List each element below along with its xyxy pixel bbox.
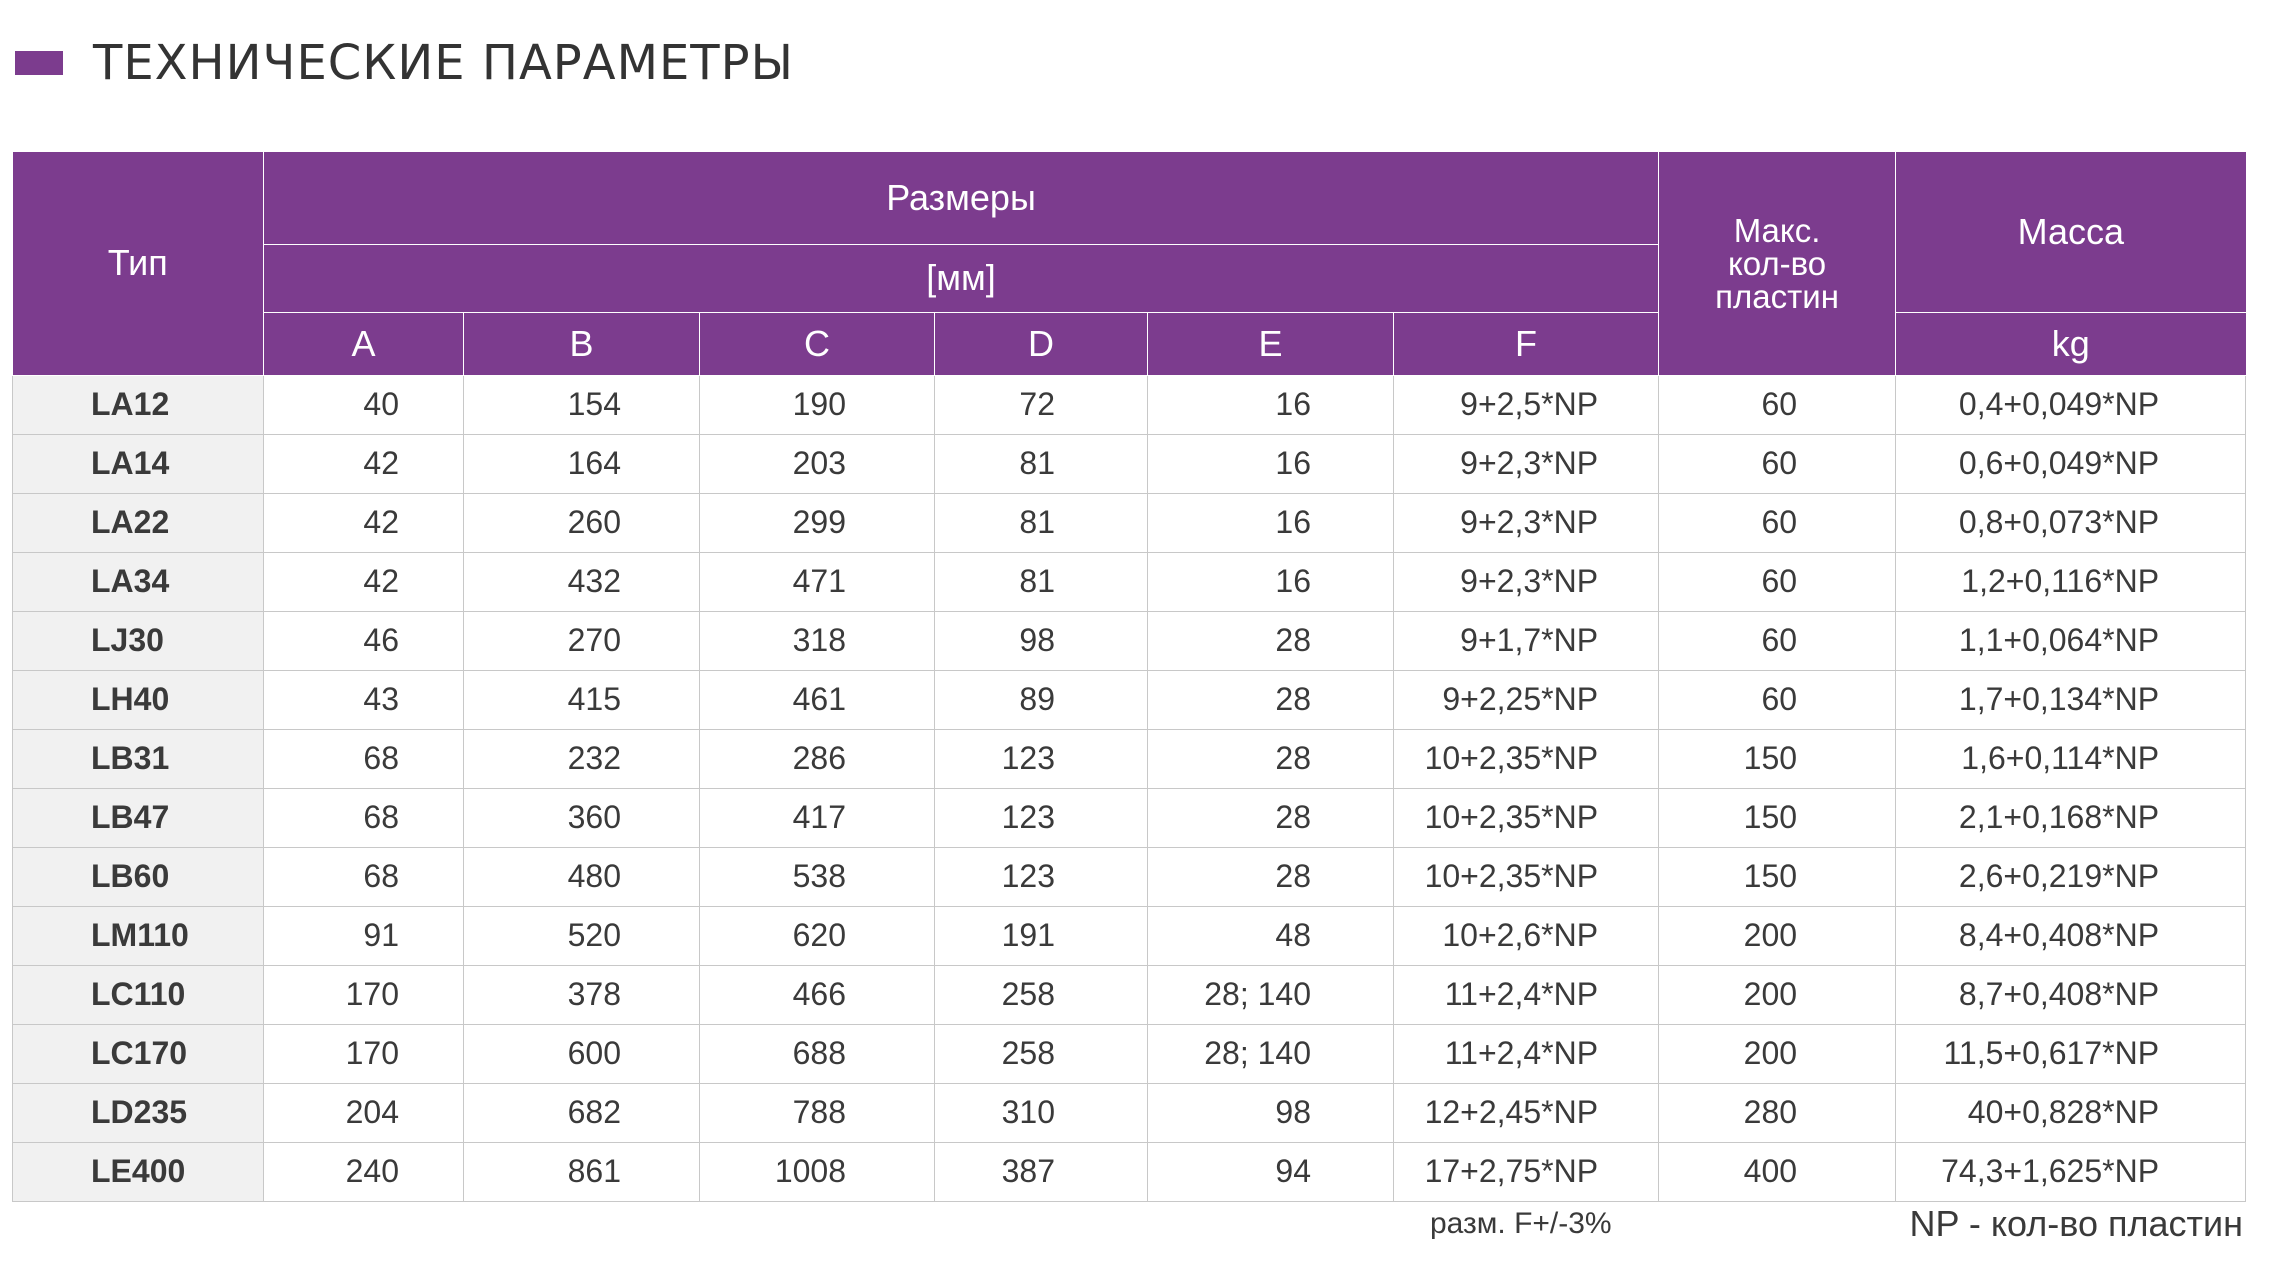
- cell-c: 1008: [700, 1142, 935, 1201]
- cell-max-plates: 60: [1659, 611, 1896, 670]
- cell-e: 48: [1148, 906, 1394, 965]
- cell-e: 16: [1148, 552, 1394, 611]
- cell-mass: 1,2+0,116*NP: [1896, 552, 2246, 611]
- cell-f: 9+2,5*NP: [1394, 375, 1659, 434]
- cell-b: 861: [464, 1142, 700, 1201]
- cell-type: LA12: [13, 375, 264, 434]
- cell-e: 28: [1148, 847, 1394, 906]
- cell-d: 258: [935, 965, 1148, 1024]
- cell-type: LC170: [13, 1024, 264, 1083]
- cell-b: 164: [464, 434, 700, 493]
- table-row: [13, 1024, 2246, 1083]
- table-row: [13, 493, 2246, 552]
- cell-f: 17+2,75*NP: [1394, 1142, 1659, 1201]
- cell-mass: 8,7+0,408*NP: [1896, 965, 2246, 1024]
- cell-type: LA14: [13, 434, 264, 493]
- cell-d: 387: [935, 1142, 1148, 1201]
- header-col-f: F: [1394, 312, 1659, 375]
- cell-e: 28: [1148, 788, 1394, 847]
- cell-mass: 1,6+0,114*NP: [1896, 729, 2246, 788]
- cell-max-plates: 400: [1659, 1142, 1896, 1201]
- cell-e: 28: [1148, 611, 1394, 670]
- cell-f: 10+2,35*NP: [1394, 729, 1659, 788]
- cell-f: 10+2,35*NP: [1394, 847, 1659, 906]
- cell-max-plates: 200: [1659, 965, 1896, 1024]
- cell-mass: 8,4+0,408*NP: [1896, 906, 2246, 965]
- cell-c: 203: [700, 434, 935, 493]
- cell-e: 16: [1148, 434, 1394, 493]
- cell-type: LC110: [13, 965, 264, 1024]
- header-type: Тип: [13, 152, 264, 375]
- cell-mass: 74,3+1,625*NP: [1896, 1142, 2246, 1201]
- cell-b: 232: [464, 729, 700, 788]
- cell-a: 42: [264, 552, 464, 611]
- cell-type: LB60: [13, 847, 264, 906]
- cell-f: 9+2,3*NP: [1394, 434, 1659, 493]
- cell-max-plates: 150: [1659, 788, 1896, 847]
- cell-type: LH40: [13, 670, 264, 729]
- cell-e: 28; 140: [1148, 965, 1394, 1024]
- cell-type: LA34: [13, 552, 264, 611]
- np-legend: NP - кол-во пластин: [1909, 1203, 2243, 1244]
- cell-b: 360: [464, 788, 700, 847]
- title-marker-icon: [15, 51, 63, 75]
- spec-table: [12, 152, 2246, 1202]
- cell-max-plates: 60: [1659, 670, 1896, 729]
- table-row: [13, 375, 2246, 434]
- cell-a: 170: [264, 965, 464, 1024]
- cell-type: LD235: [13, 1083, 264, 1142]
- cell-a: 170: [264, 1024, 464, 1083]
- cell-d: 81: [935, 434, 1148, 493]
- cell-c: 466: [700, 965, 935, 1024]
- cell-f: 12+2,45*NP: [1394, 1083, 1659, 1142]
- cell-c: 461: [700, 670, 935, 729]
- cell-mass: 2,1+0,168*NP: [1896, 788, 2246, 847]
- cell-mass: 40+0,828*NP: [1896, 1083, 2246, 1142]
- cell-d: 98: [935, 611, 1148, 670]
- cell-max-plates: 150: [1659, 847, 1896, 906]
- cell-d: 72: [935, 375, 1148, 434]
- cell-f: 9+2,3*NP: [1394, 493, 1659, 552]
- cell-type: LA22: [13, 493, 264, 552]
- cell-mass: 2,6+0,219*NP: [1896, 847, 2246, 906]
- cell-d: 123: [935, 729, 1148, 788]
- cell-e: 28: [1148, 670, 1394, 729]
- cell-mass: 0,4+0,049*NP: [1896, 375, 2246, 434]
- table-row: [13, 788, 2246, 847]
- cell-max-plates: 60: [1659, 552, 1896, 611]
- tolerance-note: разм. F+/-3%: [1430, 1207, 1612, 1240]
- cell-type: LE400: [13, 1142, 264, 1201]
- cell-b: 154: [464, 375, 700, 434]
- cell-max-plates: 200: [1659, 906, 1896, 965]
- table-row: [13, 847, 2246, 906]
- table-header: [13, 152, 2246, 375]
- cell-c: 299: [700, 493, 935, 552]
- cell-f: 10+2,35*NP: [1394, 788, 1659, 847]
- header-mass-unit: kg: [1896, 312, 2246, 375]
- cell-f: 9+2,25*NP: [1394, 670, 1659, 729]
- cell-e: 16: [1148, 375, 1394, 434]
- header-col-e: E: [1148, 312, 1394, 375]
- cell-max-plates: 150: [1659, 729, 1896, 788]
- cell-c: 471: [700, 552, 935, 611]
- header-col-c: C: [700, 312, 935, 375]
- cell-c: 190: [700, 375, 935, 434]
- cell-c: 620: [700, 906, 935, 965]
- table-row: [13, 729, 2246, 788]
- header-col-a: A: [264, 312, 464, 375]
- cell-b: 682: [464, 1083, 700, 1142]
- cell-e: 28: [1148, 729, 1394, 788]
- cell-f: 11+2,4*NP: [1394, 1024, 1659, 1083]
- cell-type: LB31: [13, 729, 264, 788]
- cell-e: 16: [1148, 493, 1394, 552]
- cell-b: 432: [464, 552, 700, 611]
- cell-type: LM110: [13, 906, 264, 965]
- table-row: [13, 611, 2246, 670]
- cell-b: 415: [464, 670, 700, 729]
- cell-a: 204: [264, 1083, 464, 1142]
- cell-d: 81: [935, 552, 1148, 611]
- cell-d: 89: [935, 670, 1148, 729]
- cell-type: LB47: [13, 788, 264, 847]
- cell-a: 240: [264, 1142, 464, 1201]
- cell-c: 788: [700, 1083, 935, 1142]
- header-max-plates: [1659, 152, 1896, 375]
- cell-b: 260: [464, 493, 700, 552]
- cell-a: 68: [264, 847, 464, 906]
- cell-max-plates: 200: [1659, 1024, 1896, 1083]
- cell-mass: 0,6+0,049*NP: [1896, 434, 2246, 493]
- header-max-line1: Макс.: [1733, 211, 1821, 249]
- cell-max-plates: 60: [1659, 493, 1896, 552]
- cell-f: 9+2,3*NP: [1394, 552, 1659, 611]
- cell-d: 123: [935, 788, 1148, 847]
- cell-max-plates: 280: [1659, 1083, 1896, 1142]
- cell-mass: 1,7+0,134*NP: [1896, 670, 2246, 729]
- table-row: [13, 670, 2246, 729]
- cell-c: 538: [700, 847, 935, 906]
- cell-b: 600: [464, 1024, 700, 1083]
- cell-b: 378: [464, 965, 700, 1024]
- page-title: ТЕХНИЧЕСКИЕ ПАРАМЕТРЫ: [93, 35, 794, 91]
- cell-d: 258: [935, 1024, 1148, 1083]
- cell-d: 191: [935, 906, 1148, 965]
- cell-e: 28; 140: [1148, 1024, 1394, 1083]
- cell-max-plates: 60: [1659, 375, 1896, 434]
- cell-a: 42: [264, 493, 464, 552]
- table-row: [13, 906, 2246, 965]
- cell-c: 318: [700, 611, 935, 670]
- table-row: [13, 434, 2246, 493]
- cell-b: 480: [464, 847, 700, 906]
- header-max-line3: пластин: [1715, 277, 1839, 315]
- header-mass: Масса: [1896, 152, 2246, 312]
- section-header: [15, 30, 794, 96]
- cell-d: 310: [935, 1083, 1148, 1142]
- table-row: [13, 1142, 2246, 1201]
- cell-e: 94: [1148, 1142, 1394, 1201]
- cell-a: 42: [264, 434, 464, 493]
- header-max-line2: кол-во: [1727, 244, 1827, 282]
- cell-f: 9+1,7*NP: [1394, 611, 1659, 670]
- header-col-d: D: [935, 312, 1148, 375]
- header-col-b: B: [464, 312, 700, 375]
- cell-a: 40: [264, 375, 464, 434]
- cell-a: 43: [264, 670, 464, 729]
- cell-mass: 11,5+0,617*NP: [1896, 1024, 2246, 1083]
- table-row: [13, 552, 2246, 611]
- cell-c: 286: [700, 729, 935, 788]
- table-row: [13, 965, 2246, 1024]
- header-sizes: Размеры: [264, 152, 1659, 244]
- header-units: [мм]: [264, 244, 1659, 312]
- cell-a: 68: [264, 729, 464, 788]
- cell-f: 11+2,4*NP: [1394, 965, 1659, 1024]
- cell-a: 91: [264, 906, 464, 965]
- cell-a: 68: [264, 788, 464, 847]
- table-row: [13, 1083, 2246, 1142]
- cell-max-plates: 60: [1659, 434, 1896, 493]
- cell-a: 46: [264, 611, 464, 670]
- cell-f: 10+2,6*NP: [1394, 906, 1659, 965]
- cell-b: 520: [464, 906, 700, 965]
- cell-mass: 0,8+0,073*NP: [1896, 493, 2246, 552]
- cell-mass: 1,1+0,064*NP: [1896, 611, 2246, 670]
- cell-e: 98: [1148, 1083, 1394, 1142]
- cell-d: 123: [935, 847, 1148, 906]
- cell-c: 688: [700, 1024, 935, 1083]
- cell-b: 270: [464, 611, 700, 670]
- cell-c: 417: [700, 788, 935, 847]
- cell-type: LJ30: [13, 611, 264, 670]
- table-body: [13, 375, 2246, 1201]
- cell-d: 81: [935, 493, 1148, 552]
